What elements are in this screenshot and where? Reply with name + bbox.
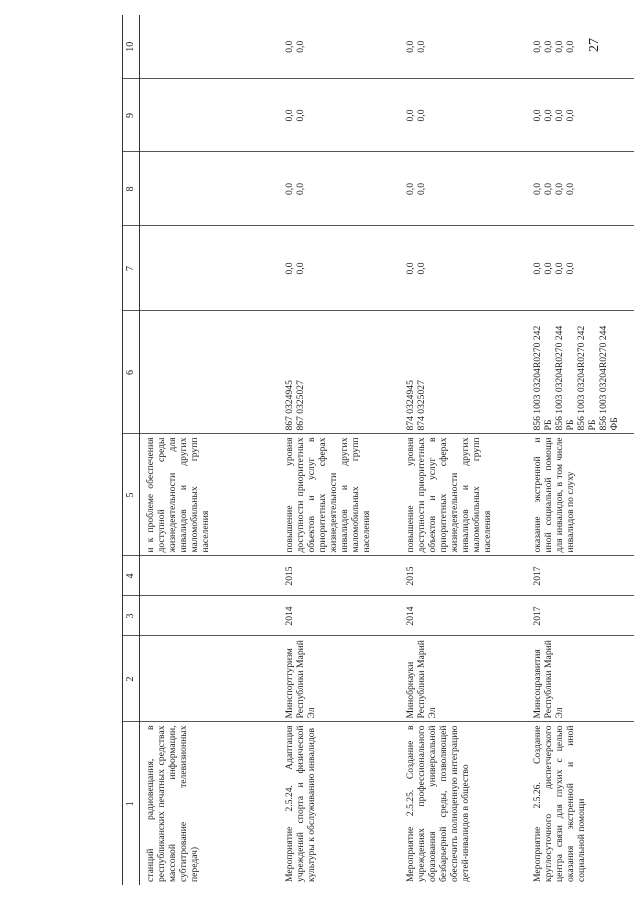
cell-line: 867 0324945 xyxy=(284,380,295,431)
cell-line: 0,0 xyxy=(284,262,295,275)
table-cell-col-9 xyxy=(400,79,527,152)
table-cell-col-7 xyxy=(527,226,634,311)
cell-line: 0,0 xyxy=(532,40,543,53)
table-cell-col-2 xyxy=(400,636,527,722)
cell-line: 0,0 xyxy=(543,109,555,122)
table-cell-col-10 xyxy=(527,15,634,79)
cell-line: 0,0 xyxy=(416,109,428,122)
header-col-2: 2 xyxy=(123,636,140,722)
cell-line: 0,0 xyxy=(405,40,416,53)
header-col-9: 9 xyxy=(123,79,140,152)
table-cell-col-2 xyxy=(279,636,400,722)
cell-text: станций радиовещания, в республиканских печатных средствах массовой информации, субтитрование телевизионных передач) xyxy=(145,725,201,882)
cell-text: 2015 xyxy=(284,566,295,586)
table-cell-col-8 xyxy=(400,152,527,226)
table-cell-col-9 xyxy=(527,79,634,152)
cell-line: 0,0 xyxy=(543,183,555,195)
table-cell-col-8 xyxy=(140,152,280,226)
cell-line: 0,0 xyxy=(565,40,577,53)
table-cell-col-1 xyxy=(527,722,634,885)
cell-line: 856 1003 03204R0270 244 РБ xyxy=(554,325,577,431)
table-cell-col-5 xyxy=(400,434,527,556)
cell-text: 2017 xyxy=(532,606,543,626)
cell-line: 856 1003 03204R0270 242 РБ xyxy=(532,325,555,431)
table-row xyxy=(279,15,400,885)
cell-line: 0,0 xyxy=(543,262,555,275)
page-number: 27 xyxy=(587,38,602,52)
cell-line: 0,0 xyxy=(554,40,566,53)
cell-text: 2014 xyxy=(405,606,416,626)
table-cell-col-9 xyxy=(279,79,400,152)
cell-text: Мероприятие 2.5.25. Создание в учреждениях профессионального образования универсальной безбарьерной среды, позволяющей обеспечить полноценную интеграцию детей-инвалидов в общество xyxy=(405,725,472,882)
cell-line: 0,0 xyxy=(532,109,543,122)
cell-line: 0,0 xyxy=(554,183,566,195)
cell-line: 856 1003 03204R0270 242 РБ xyxy=(576,325,599,431)
table-cell-col-2 xyxy=(527,636,634,722)
table-cell-col-6 xyxy=(527,311,634,434)
cell-line: 0,0 xyxy=(554,262,566,275)
cell-text: повышение уровня доступности приоритетных объектов и услуг в приоритетных сферах жизнедеятельности инвалидов и других маломобильных групп населения xyxy=(284,437,373,553)
cell-line: 0,0 xyxy=(284,109,295,122)
cell-line: 0,0 xyxy=(284,40,295,53)
table-row xyxy=(527,15,634,885)
table-cell-col-3 xyxy=(527,596,634,636)
cell-text: Минобрнауки Республики Марий Эл xyxy=(405,640,439,719)
header-col-1: 1 xyxy=(123,722,140,885)
cell-line: 0,0 xyxy=(543,40,555,53)
cell-line: 0,0 xyxy=(532,183,543,195)
cell-line: 874 0324945 xyxy=(405,380,416,431)
cell-text: Минспорттуризм Республики Марий Эл xyxy=(284,640,318,719)
cell-line: 0,0 xyxy=(295,262,307,275)
table-cell-col-10 xyxy=(140,15,280,79)
cell-line: 0,0 xyxy=(565,183,577,195)
cell-text: и к проблеме обеспечения доступной среды жизнедеятельности для инвалидов и других маломобильных групп населения xyxy=(145,437,212,553)
cell-text: 2015 xyxy=(405,566,416,586)
cell-line: 0,0 xyxy=(416,262,428,275)
cell-text: Мероприятие 2.5.26. Создание круглосуточного диспетчерского центра связи для глухих с целью оказания экстренной и иной социальной помощи xyxy=(532,725,588,882)
cell-line: 0,0 xyxy=(284,183,295,195)
table-cell-col-7 xyxy=(140,226,280,311)
cell-line: 0,0 xyxy=(416,183,428,195)
table-cell-col-8 xyxy=(527,152,634,226)
cell-text: Мероприятие 2.5.24. Адаптация учреждений спорта и физической культуры к обслуживанию инвалидов xyxy=(284,725,318,882)
table-cell-col-10 xyxy=(400,15,527,79)
table-cell-col-4 xyxy=(400,556,527,596)
table-cell-col-4 xyxy=(279,556,400,596)
table-cell-col-3 xyxy=(279,596,400,636)
table-cell-col-5 xyxy=(279,434,400,556)
cell-line: 0,0 xyxy=(295,183,307,195)
header-col-3: 3 xyxy=(123,596,140,636)
table-cell-col-7 xyxy=(279,226,400,311)
table-cell-col-10 xyxy=(279,15,400,79)
table-cell-col-4 xyxy=(527,556,634,596)
cell-line: 0,0 xyxy=(405,109,416,122)
rotated-table-container xyxy=(122,15,621,885)
table-cell-col-6 xyxy=(279,311,400,434)
cell-line: 0,0 xyxy=(405,183,416,195)
table-cell-col-5 xyxy=(140,434,280,556)
header-col-4: 4 xyxy=(123,556,140,596)
table-cell-col-3 xyxy=(400,596,527,636)
cell-line: 0,0 xyxy=(554,109,566,122)
table-cell-col-8 xyxy=(279,152,400,226)
cell-line: 856 1003 03204R0270 244 ФБ xyxy=(598,325,621,431)
header-col-8: 8 xyxy=(123,152,140,226)
table-cell-col-2 xyxy=(140,636,280,722)
cell-line: 0,0 xyxy=(565,109,577,122)
table-cell-col-1 xyxy=(140,722,280,885)
cell-text: 2014 xyxy=(284,606,295,626)
header-row xyxy=(123,15,140,885)
cell-line: 0,0 xyxy=(416,40,428,53)
header-col-10: 10 xyxy=(123,15,140,79)
table-cell-col-6 xyxy=(400,311,527,434)
table-row xyxy=(400,15,527,885)
cell-line: 0,0 xyxy=(295,109,307,122)
table-cell-col-3 xyxy=(140,596,280,636)
table-cell-col-7 xyxy=(400,226,527,311)
cell-line: 0,0 xyxy=(532,262,543,275)
table-cell-col-6 xyxy=(140,311,280,434)
header-col-7: 7 xyxy=(123,226,140,311)
table-row xyxy=(140,15,280,885)
program-measures-table xyxy=(122,15,634,885)
header-col-6: 6 xyxy=(123,311,140,434)
table-cell-col-4 xyxy=(140,556,280,596)
header-col-5: 5 xyxy=(123,434,140,556)
cell-text: 2017 xyxy=(532,566,543,586)
cell-line: 0,0 xyxy=(295,40,307,53)
table-cell-col-1 xyxy=(400,722,527,885)
cell-text: повышение уровня доступности приоритетных объектов и услуг в приоритетных сферах жизнедеятельности инвалидов и других маломобильных групп населения xyxy=(405,437,494,553)
cell-text: оказание экстренной и иной социальной помощи для инвалидов, в том числе инвалидов по слуху xyxy=(532,437,577,553)
table-cell-col-5 xyxy=(527,434,634,556)
table-cell-col-9 xyxy=(140,79,280,152)
cell-text: Минсоцразвития Республики Марий Эл xyxy=(532,640,566,719)
table-cell-col-1 xyxy=(279,722,400,885)
cell-line: 874 0325027 xyxy=(416,380,428,431)
cell-line: 0,0 xyxy=(405,262,416,275)
cell-line: 0,0 xyxy=(565,262,577,275)
cell-line: 867 0325027 xyxy=(295,380,307,431)
